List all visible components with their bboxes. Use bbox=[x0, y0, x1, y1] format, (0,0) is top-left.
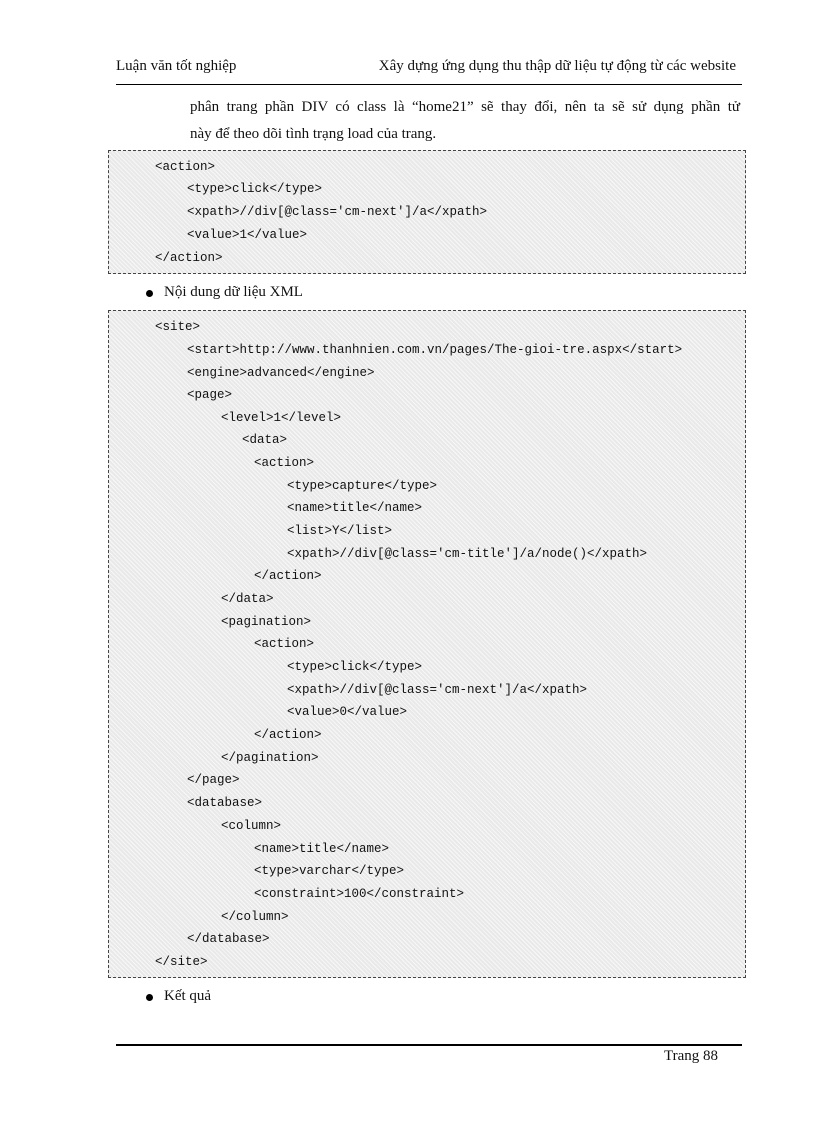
code-line: <site> bbox=[155, 320, 201, 334]
code-line: </column> bbox=[221, 910, 289, 924]
code-line: <start>http://www.thanhnien.com.vn/pages/The-gioi-tre.aspx</start> bbox=[187, 343, 683, 357]
code-line: <action> bbox=[254, 456, 315, 470]
code-line: <xpath>//div[@class='cm-next']/a</xpath> bbox=[187, 205, 488, 219]
intro-line-1: phân trang phần DIV có class là “home21” sẽ thay đổi, nên ta sẽ sử dụng phần tử bbox=[190, 99, 740, 115]
code-line: <name>title</name> bbox=[287, 501, 423, 515]
code-line: </action> bbox=[254, 569, 322, 583]
intro-line-2: này để theo dõi tình trạng load của trang. bbox=[190, 126, 437, 142]
code-line: <value>1</value> bbox=[187, 228, 308, 242]
header-left-title: Luận văn tốt nghiệp bbox=[116, 58, 237, 74]
bullet-text: Kết quả bbox=[164, 988, 212, 1004]
code-line: <page> bbox=[187, 388, 233, 402]
code-line: </action> bbox=[155, 251, 223, 265]
code-line: </site> bbox=[155, 955, 208, 969]
footer-rule bbox=[116, 1044, 742, 1046]
code-line: <level>1</level> bbox=[221, 411, 342, 425]
code-line: </database> bbox=[187, 932, 270, 946]
code-line: <name>title</name> bbox=[254, 842, 390, 856]
code-line: <list>Y</list> bbox=[287, 524, 393, 538]
code-line: <type>click</type> bbox=[187, 182, 323, 196]
code-line: <type>varchar</type> bbox=[254, 864, 405, 878]
code-line: <xpath>//div[@class='cm-title']/a/node()</xpath> bbox=[287, 547, 648, 561]
page-number: Trang 88 bbox=[663, 1048, 718, 1064]
code-line: <engine>advanced</engine> bbox=[187, 366, 375, 380]
code-line: </action> bbox=[254, 728, 322, 742]
code-line: </data> bbox=[221, 592, 274, 606]
code-line: <action> bbox=[254, 637, 315, 651]
bullet-text: Nội dung dữ liệu XML bbox=[164, 284, 303, 300]
intro-paragraph bbox=[190, 94, 740, 148]
code-block-action bbox=[108, 150, 746, 274]
code-block-xml bbox=[108, 310, 746, 978]
code-line: <action> bbox=[155, 160, 216, 174]
code-line: </pagination> bbox=[221, 751, 319, 765]
code-line: </page> bbox=[187, 773, 240, 787]
code-line: <pagination> bbox=[221, 615, 312, 629]
code-line: <database> bbox=[187, 796, 263, 810]
page-header bbox=[116, 58, 736, 80]
code-line: <xpath>//div[@class='cm-next']/a</xpath> bbox=[287, 683, 588, 697]
bullet-dot-icon bbox=[146, 290, 153, 297]
bullet-dot-icon bbox=[146, 994, 153, 1001]
header-right-title: Xây dựng ứng dụng thu thập dữ liệu tự động từ các website bbox=[378, 58, 736, 74]
code-line: <type>click</type> bbox=[287, 660, 423, 674]
code-line: <constraint>100</constraint> bbox=[254, 887, 465, 901]
code-line: <value>0</value> bbox=[287, 705, 408, 719]
code-line: <type>capture</type> bbox=[287, 479, 438, 493]
code-line: <column> bbox=[221, 819, 282, 833]
code-line: <data> bbox=[242, 433, 288, 447]
header-rule bbox=[116, 84, 742, 85]
